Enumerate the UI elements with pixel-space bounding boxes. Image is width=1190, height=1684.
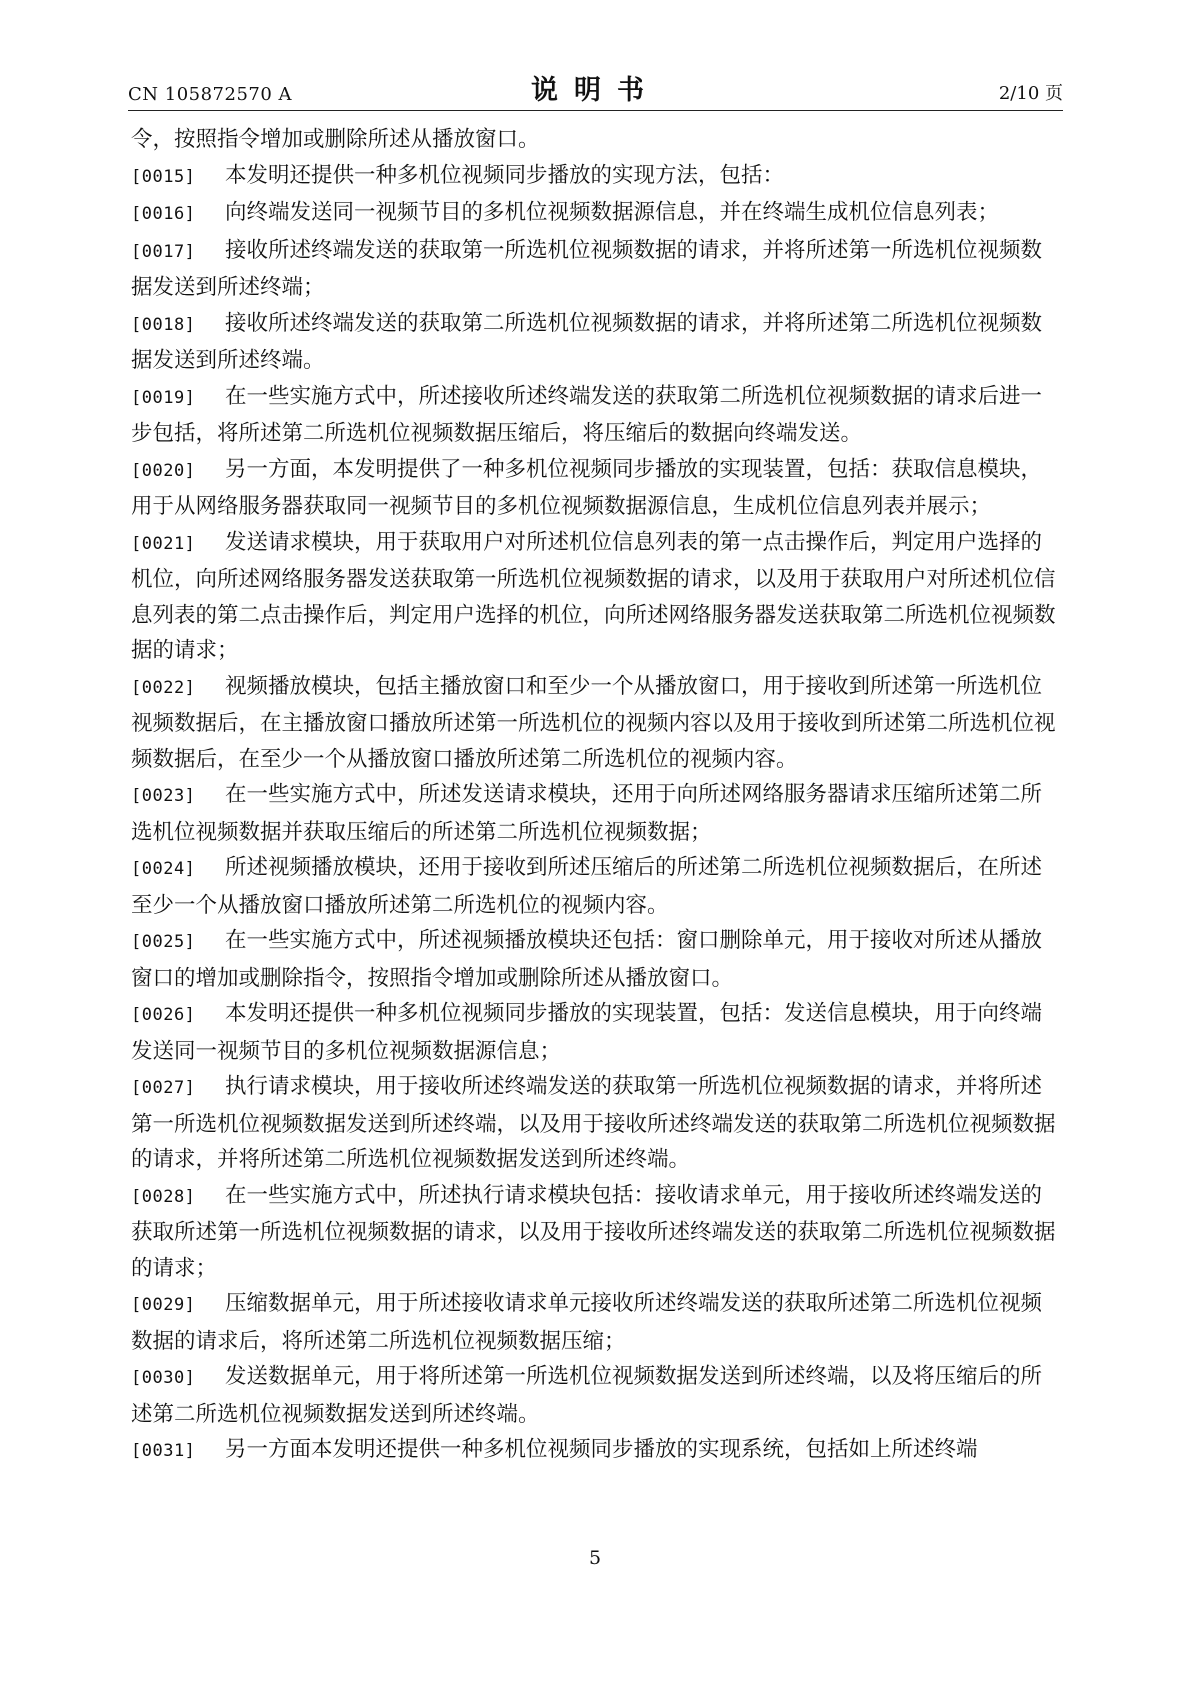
- paragraph-text: 发送数据单元，用于将所述第一所选机位视频数据发送到所述终端，以及将压缩后的所述第二所选机位视频数据发送到所述终端。: [131, 1364, 1043, 1427]
- page-label: 2/10 页: [998, 83, 1063, 104]
- paragraph-number: [0028]: [131, 1186, 196, 1207]
- paragraph-0023: [131, 777, 1063, 850]
- paragraph-text: 在一些实施方式中，所述发送请求模块，还用于向所述网络服务器请求压缩所述第二所选机位视频数据并获取压缩后的所述第二所选机位视频数据；: [131, 782, 1043, 845]
- paragraph-number: [0026]: [131, 1005, 196, 1025]
- paragraph-0017: [131, 233, 1063, 306]
- paragraph-0024: [131, 850, 1063, 923]
- paragraph-number: [0016]: [131, 204, 196, 224]
- paragraph-text: 视频播放模块，包括主播放窗口和至少一个从播放窗口，用于接收到所述第一所选机位视频数据后，在主播放窗口播放所述第一所选机位的视频内容以及用于接收到所述第二所选机位视频数据后，在至少一个从播放窗口播放所述第二所选机位的视频内容。: [131, 673, 1056, 772]
- paragraph-0026: [131, 996, 1063, 1069]
- page-header: [128, 64, 1063, 111]
- paragraph-0028: [131, 1178, 1063, 1287]
- paragraph-number: [0031]: [131, 1441, 196, 1461]
- paragraph-number: [0018]: [131, 314, 196, 335]
- paragraph-text: 在一些实施方式中，所述执行请求模块包括：接收请求单元，用于接收所述终端发送的获取所述第一所选机位视频数据的请求，以及用于接收所述终端发送的获取第二所选机位视频数据的请求；: [131, 1182, 1056, 1281]
- paragraph-number: [0017]: [131, 241, 196, 262]
- paragraph-number: [0022]: [131, 677, 196, 698]
- paragraph-number: [0015]: [131, 166, 196, 187]
- paragraph-text: 在一些实施方式中，所述接收所述终端发送的获取第二所选机位视频数据的请求后进一步包括，将所述第二所选机位视频数据压缩后，将压缩后的数据向终端发送。: [131, 383, 1043, 446]
- paragraph-0022: [131, 669, 1063, 778]
- paragraph-text: 另一方面本发明还提供一种多机位视频同步播放的实现系统，包括如上所述终端: [225, 1437, 978, 1462]
- paragraph-number: [0020]: [131, 460, 196, 481]
- page-title: 说明书: [531, 75, 660, 106]
- paragraph-0019: [131, 379, 1063, 452]
- continuation-text: 令，按照指令增加或删除所述从播放窗口。: [131, 127, 540, 152]
- paragraph-number: [0019]: [131, 387, 196, 408]
- paragraph-0016: [131, 195, 1063, 233]
- paragraph-number: [0025]: [131, 932, 196, 952]
- paragraph-number: [0024]: [131, 859, 196, 879]
- paragraph-text: 向终端发送同一视频节目的多机位视频数据源信息，并在终端生成机位信息列表；: [225, 200, 1000, 225]
- paragraph-text: 压缩数据单元，用于所述接收请求单元接收所述终端发送的获取所述第二所选机位视频数据的请求后，将所述第二所选机位视频数据压缩；: [131, 1291, 1043, 1354]
- paragraph-text: 接收所述终端发送的获取第一所选机位视频数据的请求，并将所述第一所选机位视频数据发送到所述终端；: [131, 237, 1043, 300]
- paragraph-text: 发送请求模块，用于获取用户对所述机位信息列表的第一点击操作后，判定用户选择的机位，向所述网络服务器发送获取第一所选机位视频数据的请求，以及用于获取用户对所述机位信息列表的第二点击操作后，判定用户选择的机位，向所述网络服务器发送获取第二所选机位视频数据的请求；: [131, 529, 1056, 663]
- paragraph-text: 执行请求模块，用于接收所述终端发送的获取第一所选机位视频数据的请求，并将所述第一所选机位视频数据发送到所述终端，以及用于接收所述终端发送的获取第二所选机位视频数据的请求，并将所述第二所选机位视频数据发送到所述终端。: [131, 1074, 1056, 1172]
- paragraph-0027: [131, 1069, 1063, 1178]
- paragraph-text: 本发明还提供一种多机位视频同步播放的实现装置，包括：发送信息模块，用于向终端发送同一视频节目的多机位视频数据源信息；: [131, 1001, 1043, 1064]
- page-number: 5: [588, 1547, 602, 1569]
- paragraph-number: [0029]: [131, 1295, 196, 1315]
- doc-number: CN 105872570 A: [128, 84, 293, 105]
- paragraph-number: [0027]: [131, 1078, 196, 1098]
- paragraph-number: [0021]: [131, 533, 196, 554]
- paragraph-0018: [131, 306, 1063, 379]
- paragraph-0020: [131, 452, 1063, 525]
- paragraph-text: 所述视频播放模块，还用于接收到所述压缩后的所述第二所选机位视频数据后，在所述至少一个从播放窗口播放所述第二所选机位的视频内容。: [131, 855, 1043, 918]
- paragraph-0029: [131, 1286, 1063, 1359]
- paragraph-0031: [131, 1432, 1063, 1470]
- paragraph-0021: [131, 525, 1063, 669]
- paragraph-0025: [131, 923, 1063, 996]
- document-body: [131, 122, 1063, 1470]
- paragraph-text: 在一些实施方式中，所述视频播放模块还包括：窗口删除单元，用于接收对所述从播放窗口的增加或删除指令，按照指令增加或删除所述从播放窗口。: [131, 928, 1043, 991]
- paragraph-number: [0030]: [131, 1368, 196, 1388]
- paragraph-0015: [131, 158, 1063, 196]
- paragraph-0030: [131, 1359, 1063, 1432]
- paragraph-number: [0023]: [131, 786, 196, 806]
- paragraph-text: 接收所述终端发送的获取第二所选机位视频数据的请求，并将所述第二所选机位视频数据发送到所述终端。: [131, 310, 1043, 373]
- paragraph-text: 本发明还提供一种多机位视频同步播放的实现方法，包括：: [225, 162, 785, 188]
- paragraph-text: 另一方面，本发明提供了一种多机位视频同步播放的实现装置，包括：获取信息模块，用于从网络服务器获取同一视频节目的多机位视频数据源信息，生成机位信息列表并展示；: [131, 456, 1043, 519]
